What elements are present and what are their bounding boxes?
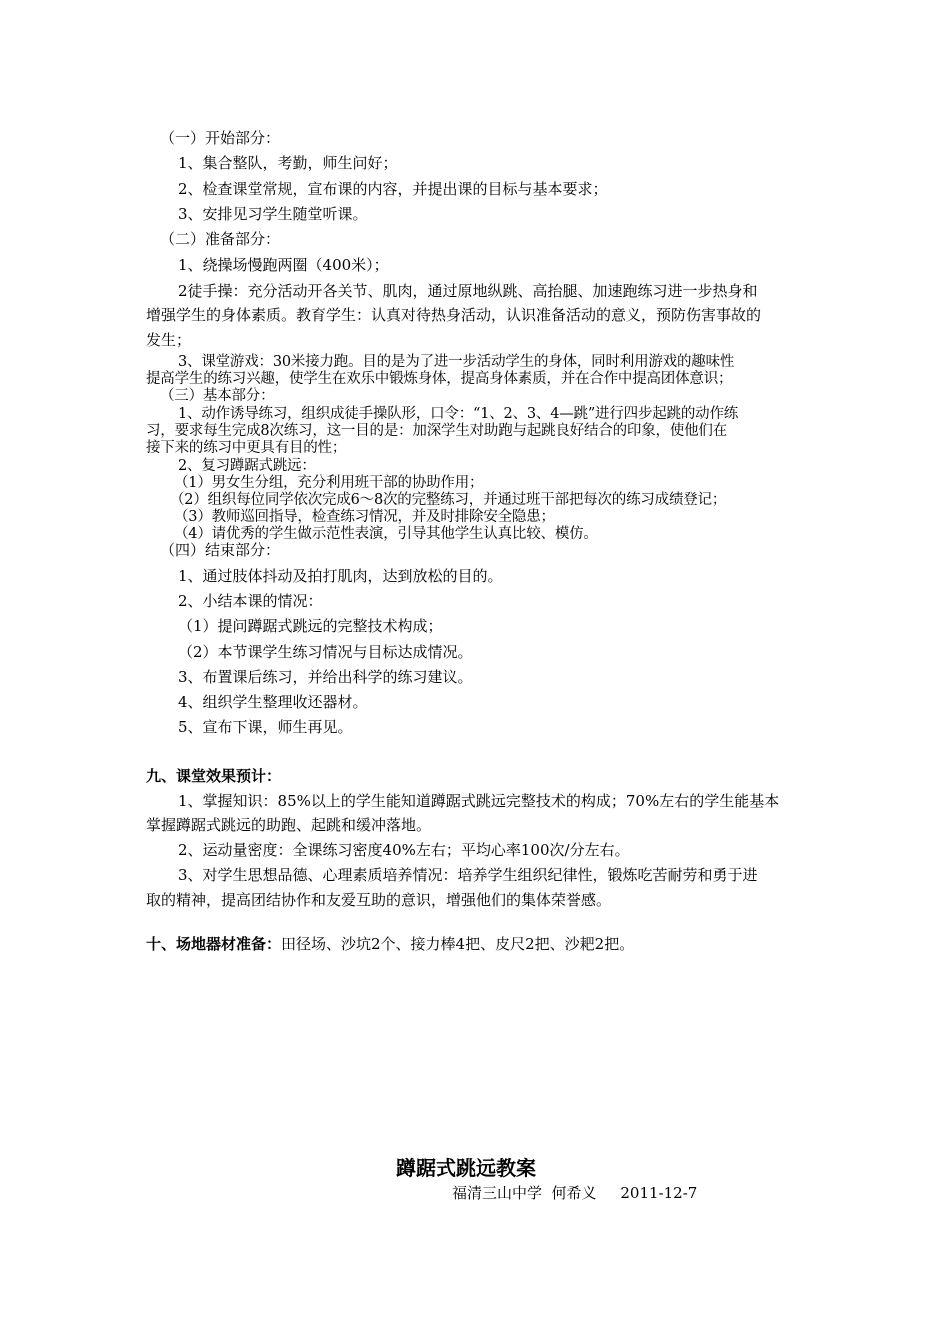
text-line: （一）开始部分： (160, 129, 281, 147)
text-line: 2、复习蹲踞式跳远： (178, 458, 316, 474)
text-line: 3、安排见习学生随堂听课。 (178, 205, 368, 223)
text-line: 接下来的练习中更具有目的性； (146, 440, 347, 456)
text-line: （四）结束部分： (160, 541, 281, 559)
text-line: （3）教师巡回指导，检查练习情况，并及时排除安全隐患； (174, 509, 555, 525)
text-line: 1、动作诱导练习，组织成徒手操队形，口令：“1、2、3、4—跳”进行四步起跳的动作练 (178, 406, 739, 422)
text-line: 2、运动量密度：全课练习密度40%左右；平均心率100次/分左右。 (178, 841, 630, 859)
text-line: 习，要求每生完成8次练习，这一目的是：加深学生对助跑与起跳良好结合的印象，使他们在 (146, 423, 728, 439)
document-title: 蹲踞式跳远教案 (396, 1156, 536, 1180)
author-line: 福清三山中学 何希义 2011-12-7 (452, 1184, 698, 1202)
text-line: 4、组织学生整理收还器材。 (178, 693, 368, 711)
text-line: 2徒手操：充分活动开各关节、肌肉，通过原地纵跳、高抬腿、加速跑练习进一步热身和 (178, 282, 758, 300)
equipment-text: 田径场、沙坑2个、接力棒4把、皮尺2把、沙耙2把。 (281, 935, 635, 953)
text-line: （4）请优秀的学生做示范性表演，引导其他学生认真比较、模仿。 (174, 526, 598, 542)
text-line: 3、布置课后练习，并给出科学的练习建议。 (178, 668, 473, 686)
text-line: 增强学生的身体素质。教育学生：认真对待热身活动，认识准备活动的意义，预防伤害事故的 (146, 306, 762, 324)
equipment-paragraph (146, 935, 634, 953)
text-line: 掌握蹲踞式跳远的助跑、起跳和缓冲落地。 (146, 816, 432, 834)
text-line: （1）男女生分组，充分利用班干部的协助作用； (174, 475, 484, 491)
text-line: 发生； (146, 331, 192, 349)
section-heading: 九、课堂效果预计： (146, 767, 282, 785)
text-line: 1、通过肢体抖动及拍打肌肉，达到放松的目的。 (178, 567, 503, 585)
text-line: 提高学生的练习兴趣，使学生在欢乐中锻炼身体，提高身体素质，并在合作中提高团体意识； (146, 371, 733, 387)
text-line: 2、检查课堂常规，宣布课的内容，并提出课的目标与基本要求； (178, 180, 608, 198)
text-line: （1）提问蹲踞式跳远的完整技术构成； (178, 617, 443, 635)
text-line: （三）基本部分： (160, 388, 275, 404)
text-line: 2、小结本课的情况： (178, 592, 323, 610)
text-line: （2）组织每位同学依次完成6～8次的完整练习，并通过班干部把每次的练习成绩登记； (170, 492, 727, 508)
text-line: 3、对学生思想品德、心理素质培养情况：培养学生组织纪律性，锻炼吃苦耐劳和勇于进 (178, 866, 758, 884)
text-line: 1、掌握知识：85%以上的学生能知道蹲踞式跳远完整技术的构成；70%左右的学生能基本 (178, 792, 780, 810)
text-line: 1、绕操场慢跑两圈（400米）； (178, 256, 389, 274)
text-line: 取的精神，提高团结协作和友爱互助的意识，增强他们的集体荣誉感。 (146, 891, 612, 909)
text-line: （二）准备部分： (160, 230, 281, 248)
text-line: 1、集合整队，考勤，师生问好； (178, 154, 398, 172)
text-line: 5、宣布下课，师生再见。 (178, 718, 353, 736)
equipment-heading: 十、场地器材准备： (146, 935, 282, 953)
text-line: 3、课堂游戏：30米接力跑。目的是为了进一步活动学生的身体，同时利用游戏的趣味性 (178, 354, 735, 370)
text-line: （2）本节课学生练习情况与目标达成情况。 (178, 643, 473, 661)
